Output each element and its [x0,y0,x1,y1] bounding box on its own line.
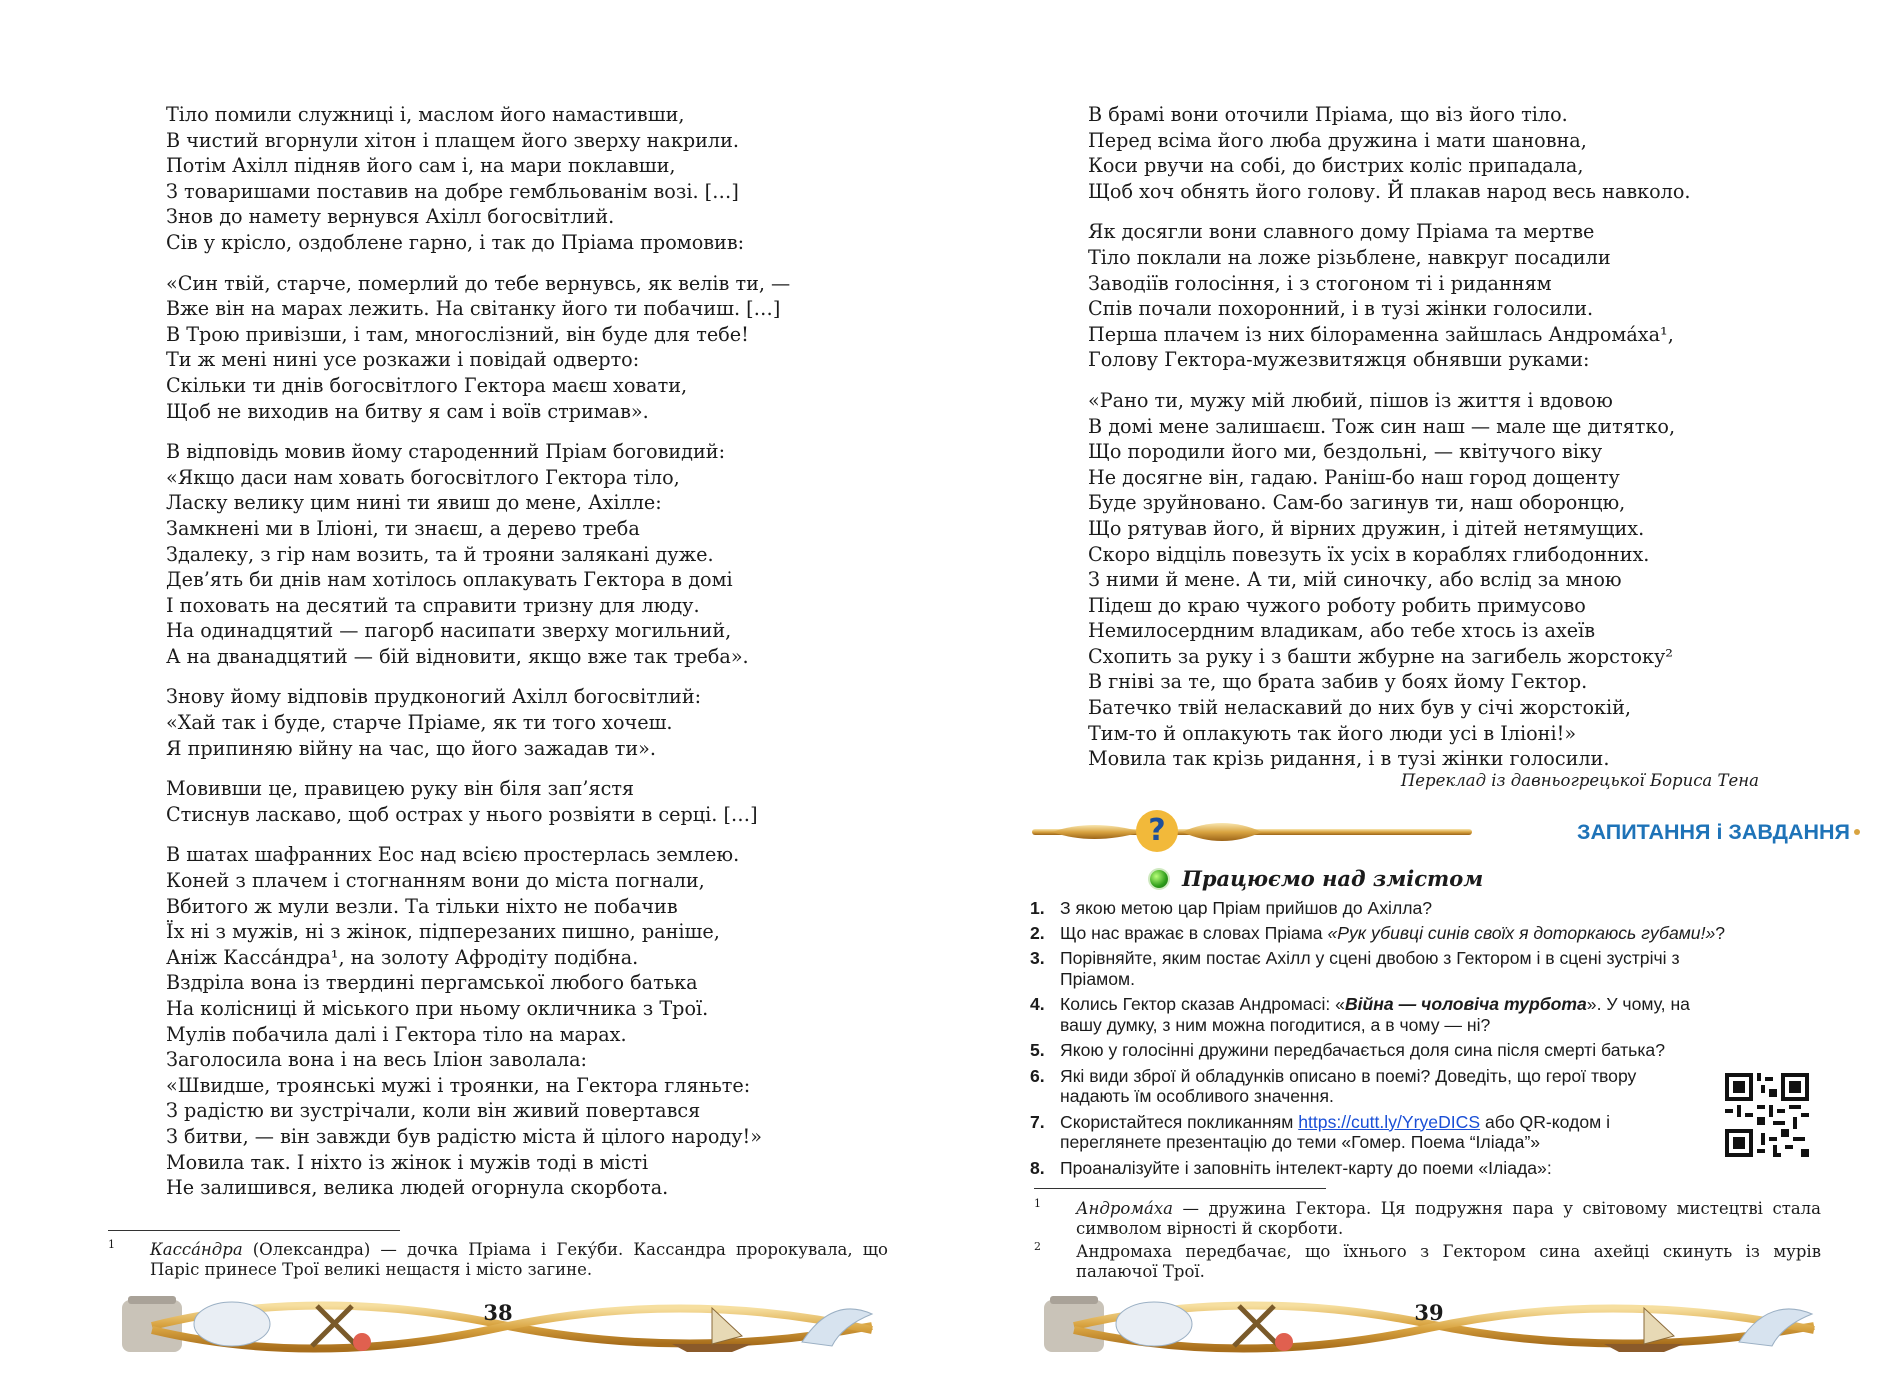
stanza [166,842,866,1200]
poem-line: Здалеку, з гір нам возить, та й трояни залякані дуже. [166,542,714,566]
poem-line: Як досягли вони славного дому Пріама та мертве [1088,220,1595,244]
poem-line: Не залишився, велика людей огорнула скорбота. [166,1176,669,1200]
stanza [166,102,866,256]
poem-line: В домі мене залишаєш. Тож син наш — мале ще дитятко, [1088,414,1676,438]
poem-line: Немилосердним владикам, або тебе хтось із ахеїв [1088,619,1596,643]
poem-line: З битви, — він завжди був радістю міста й цілого народу!» [166,1124,762,1148]
task-text: Проаналізуйте і заповніть інтелект-карту до поеми «Іліада»: [1060,1157,1552,1178]
stanza [166,271,866,425]
poem-line: Що рятував його, й вірних дружин, і дітей нетямущих. [1088,516,1645,540]
task-text: Що нас вражає в словах Пріама [1060,923,1328,944]
task-quote: Війна — чоловіча турбота [1344,994,1587,1015]
poem-line: Коси рвучи на собі, до бистрих коліс припадала, [1088,154,1584,178]
ornament-graphic [1034,1286,1824,1364]
poem-line: «Швидше, троянські мужі і троянки, на Гектора гляньте: [166,1073,751,1097]
poem-line: Щоб не виходив на битву я сам і воїв стримав». [166,399,649,423]
poem-line: З радістю ви зустрічали, коли він живий повертався [166,1099,701,1123]
poem-line: В гніві за те, що брата забив у боях йому Гектор. [1088,670,1588,694]
footnote-text: (Олександра) — дочка Пріама і Геку́би. Кассандра пророкувала, що Паріс принесе Трої великі нещастя і місто загине. [150,1240,888,1279]
task-text: Які види зброї й обладунків описано в поемі? Доведіть, що герої твору надають їм особливого значення. [1060,1065,1637,1107]
tasks-list [1030,898,1730,1183]
poem-line: І поховать на десятий та справити тризну для люду. [166,593,700,617]
questions-header-title: ЗАПИТАННЯ і ЗАВДАННЯ [1577,820,1850,844]
poem-line: В відповідь мовив йому староденний Пріам боговидий: [166,440,726,464]
bullet-icon [1150,870,1168,888]
poem-line: Не досягне він, гадаю. Раніш-бо наш город дощенту [1088,465,1620,489]
poem-line: Голову Гектора-мужезвитяжця обнявши руками: [1088,348,1590,372]
footnote-text: Андромаха передбачає, що їхнього з Гектором сина ахейці скинуть із мурів палаючої Трої. [1076,1242,1821,1281]
poem-line: Заводіїв голосіння, і з стогоном ті і риданням [1088,271,1552,295]
presentation-link[interactable]: https://cutt.ly/YryeDICS [1298,1111,1481,1132]
poem-line: Що породили його ми, бездольні, — квітучого віку [1088,440,1603,464]
task-item [1030,1158,1730,1179]
poem-line: Батечко твій неласкавий до них був у січі жорстокій, [1088,696,1632,720]
poem-line: Аніж Касса́ндра¹, на золоту Афродіту подібна. [166,945,639,969]
task-item [1030,923,1730,944]
footnote [108,1240,888,1280]
poem-line: Я припиняю війну на час, що його зажадав ти». [166,736,656,760]
footnote-mark: 1 [1034,1197,1041,1210]
poem-line: З товаришами поставив на добре гембльованім возі. […] [166,179,739,203]
stanza [1088,102,1808,204]
task-text: Порівняйте, яким постає Ахілл у сцені двобою з Гектором і в сцені зустрічі з Пріамом. [1060,948,1680,990]
poem-line: Ласку велику цим нині ти явиш до мене, Ахілле: [166,491,662,515]
poem-line: В Трою привізши, і там, многослізний, він буде для тебе! [166,322,749,346]
poem-line: Скільки ти днів богосвітлого Гектора маєш ховати, [166,373,688,397]
poem-line: «Рано ти, мужу мій любий, пішов із життя і вдовою [1088,388,1613,412]
qr-code-icon [1725,1073,1809,1157]
subsection-title [1150,866,1483,891]
poem-line: В шатах шафранних Еос над всією простерлась землею. [166,843,740,867]
task-item [1030,1066,1650,1108]
poem-line: Вже він на марах лежить. На світанку його ти побачиш. […] [166,297,781,321]
poem-line: Підеш до краю чужого роботу робить примусово [1088,593,1586,617]
task-item [1030,948,1730,990]
subsection-title-text: Працюємо над змістом [1182,866,1484,891]
task-quote: «Рук убивці синів своїх я доторкаюсь губами!» [1327,923,1716,944]
poem-line: Скоро відціль повезуть їх усіх в кораблях глибодонних. [1088,542,1650,566]
poem-line: «Син твій, старче, померлий до тебе вернувсь, як велів ти, — [166,271,791,295]
poem-line: Знову йому відповів прудконогий Ахілл богосвітлий: [166,685,702,709]
task-number: 7. [1030,1111,1045,1132]
task-number: 2. [1030,923,1045,944]
page-number: 39 [1414,1300,1444,1325]
page-ornament-right [1034,1286,1824,1364]
poem-line: Вбитого ж мули везли. Та тільки ніхто не побачив [166,894,678,918]
poem-line: Мулів побачила далі і Гектора тіло на марах. [166,1022,627,1046]
task-text: Якою у голосінні дружини передбачається доля сина після смерті батька? [1060,1040,1665,1061]
task-number: 5. [1030,1040,1045,1061]
poem-line: Коней з плачем і стогнанням вони до міста погнали, [166,869,705,893]
task-number: 4. [1030,994,1045,1015]
page-number: 38 [483,1300,513,1325]
poem-line: В брамі вони оточили Пріама, що віз його тіло. [1088,103,1568,126]
poem-line: Спів почали похоронний, і в тузі жінки голосили. [1088,297,1594,321]
poem-line: На одинадцятий — пагорб насипати зверху могильний, [166,619,732,643]
poem-line: Ти ж мені нині усе розкажи і повідай одверто: [166,348,640,372]
poem-line: Мовила так. І ніхто із жінок і мужів тоді в місті [166,1150,649,1174]
poem-line: Стиснув ласкаво, щоб острах у нього розвіяти в серці. […] [166,802,758,826]
right-page [952,0,1904,1400]
qr-code[interactable] [1725,1073,1809,1161]
poem-line: А на дванадцятий — бій відновити, якщо вже так треба». [166,644,749,668]
question-mark-icon: ? [1136,810,1178,852]
poem-line: В чистий вгорнули хітон і плащем його зверху накрили. [166,128,739,152]
footnote [1034,1199,1821,1239]
footnote-term: Касса́ндра [150,1240,243,1259]
stanza [1088,219,1808,373]
stanza [166,776,866,827]
poem-line: Замкнені ми в Іліоні, ти знаєш, а дерево треба [166,516,640,540]
poem-line: Знов до намету вернувся Ахілл богосвітлий. [166,205,615,229]
footnotes-left [108,1240,888,1283]
poem-line: Перша плачем із них білораменна зайшлась Андрома́ха¹, [1088,322,1674,346]
poem-line: Їх ні з мужів, ні з жінок, підперезаних пишно, раніше, [166,920,720,944]
poem-text-right [1088,102,1808,787]
task-number: 8. [1030,1157,1045,1178]
ornament-graphic [112,1286,884,1364]
poem-line: Мовила так крізь ридання, і в тузі жінки голосили. [1088,747,1610,771]
poem-line: Схопить за руку і з башти жбурне на загибель жорстоку² [1088,644,1673,668]
poem-line: «Якщо даси нам ховать богосвітлого Гектора тіло, [166,465,680,489]
footnote-divider [108,1230,400,1231]
task-text: Скористайтеся покликанням [1060,1111,1299,1132]
poem-line: На колісниці й міського при ньому окличника з Трої. [166,997,709,1020]
task-text: З якою метою цар Пріам прийшов до Ахілла? [1060,898,1433,918]
footnote [1034,1242,1821,1282]
task-number: 3. [1030,948,1045,969]
task-number: 6. [1030,1065,1045,1086]
poem-line: Заголосила вона і на весь Іліон заволала: [166,1048,588,1072]
footnote-mark: 1 [108,1238,115,1251]
stanza [166,684,866,761]
poem-text-left [166,102,866,1216]
questions-header [1032,808,1862,856]
poem-line: Щоб хоч обнять його голову. Й плакав народ весь навколо. [1088,179,1691,203]
task-text: Колись Гектор сказав Андромасі: « [1060,994,1345,1015]
footnotes-right [1034,1199,1821,1285]
poem-line: «Хай так і буде, старче Пріаме, як ти того хочеш. [166,711,673,735]
footnote-term: Андрома́ха [1076,1199,1173,1218]
poem-line: Сів у крісло, оздоблене гарно, і так до Пріама промовив: [166,230,745,254]
task-text-end: або QR-кодом і переглянете презентацію до теми «Гомер. Поема “Іліада”» [1060,1111,1611,1153]
task-item [1030,994,1730,1036]
poem-line: Буде зруйновано. Сам-бо загинув ти, наш оборонцю, [1088,491,1626,515]
poem-line: Тіло поклали на ложе різьблене, навкруг посадили [1088,245,1611,269]
task-item [1030,898,1730,919]
poem-line: Тіло помили служниці і, маслом його намастивши, [166,103,685,126]
task-text-end: ». У чому, на вашу думку, з ним можна погодитися, а в чому — ні? [1060,994,1690,1036]
poem-line: Мовивши це, правицею руку він біля зап’ястя [166,777,635,801]
task-item [1030,1112,1700,1154]
poem-line: Потім Ахілл підняв його сам і, на мари поклавши, [166,154,676,178]
poem-line: Вздріла вона із твердині пергамської любого батька [166,971,698,995]
task-text-end: ? [1715,923,1726,944]
translation-credit: Переклад із давньогрецької Бориса Тена [1400,771,1759,790]
task-item [1030,1040,1730,1061]
page-ornament-left [112,1286,884,1364]
poem-line: Дев’ять би днів нам хотілось оплакувать Гектора в домі [166,568,733,592]
footnote-mark: 2 [1034,1240,1041,1253]
stanza [1088,388,1808,772]
task-number: 1. [1030,898,1045,918]
poem-line: Тим-то й оплакують так його люди усі в Іліоні!» [1088,721,1577,745]
poem-line: Перед всіма його люба дружина і мати шановна, [1088,128,1587,152]
footnote-divider [1034,1188,1326,1189]
stanza [166,439,866,669]
footnote-text: — дружина Гектора. Ця подружня пара у світовому мистецтві стала символом вірності й скорботи. [1076,1199,1821,1238]
poem-line: З ними й мене. А ти, мій синочку, або вслід за мною [1088,568,1622,592]
